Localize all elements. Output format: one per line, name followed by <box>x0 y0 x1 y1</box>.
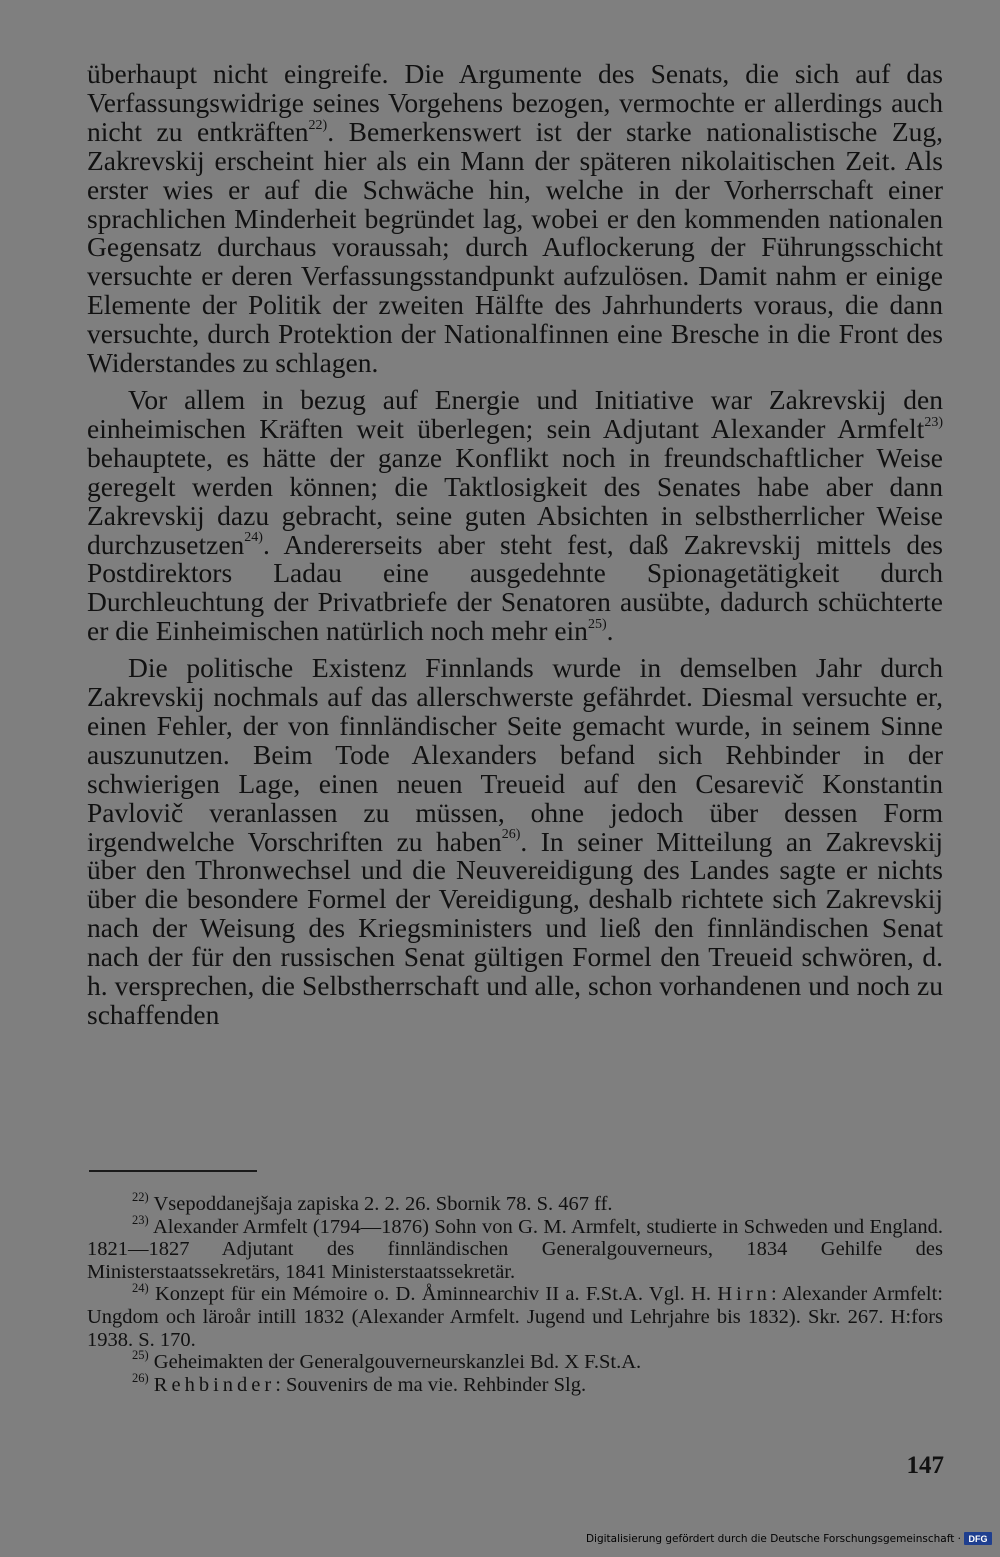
footnote-reference: 26) <box>501 827 521 843</box>
text-run: behauptete, es hätte der ganze Konflikt noch in freundschaftlicher Weise geregelt werden können; die Taktlosigkeit des Senates habe aber dann Zakrevskij dazu gebracht, seine guten Absichten in selbstherrlicher Weise durchzusetzen <box>87 441 943 560</box>
text-run: Konzept für ein Mémoire o. D. Åminnearchiv II a. F.St.A. Vgl. H. <box>155 1283 718 1306</box>
text-run: Alexander Armfelt (1794—1876) Sohn von G. M. Armfelt, studierte in Schweden und England. 1821—1827 Adjutant des finnländischen Generalgouverneurs, 1834 Gehilfe des Ministerstaatssekretärs, 1841 Ministerstaatssekretär. <box>87 1215 943 1283</box>
text-run: . Bemerkenswert ist der starke nationalistische Zug, Zakrevskij erscheint hier als ein Mann der späteren nikolaitischen Zeit. Als erster wies er auf die Schwäche hin, welche in der Vorherrschaft einer sprachlichen Minderheit begründet lag, wobei er den kommenden nationalen Gegensatz durchaus voraussah; durch Auflockerung der Führungsschicht versuchte er deren Verfassungsstandpunkt aufzulösen. Damit nahm er einige Elemente der Politik der zweiten Hälfte des Jahrhunderts voraus, die dann versuchte, durch Protektion der Nationalfinnen eine Bresche in die Front des Widerstandes zu schlagen. <box>87 115 944 379</box>
footnote <box>87 1190 943 1216</box>
footnote <box>87 1348 943 1374</box>
footnote <box>87 1212 943 1284</box>
paragraph <box>87 383 943 647</box>
footnote-number: 23) <box>132 1212 149 1227</box>
body-text <box>87 60 943 1030</box>
footnote-number: 24) <box>132 1280 149 1295</box>
digitization-credit-text: Digitalisierung gefördert durch die Deutsche Forschungsgemeinschaft · <box>585 1532 961 1545</box>
digitization-credit <box>586 1532 992 1545</box>
text-run: Geheimakten der Generalgouverneurskanzlei Bd. X F.St.A. <box>153 1351 642 1374</box>
dfg-logo-icon: DFG <box>964 1532 992 1545</box>
footnote-reference: 23) <box>924 414 943 430</box>
footnote-reference: 22) <box>308 117 328 133</box>
footnote <box>87 1370 943 1397</box>
footnote-number: 26) <box>132 1370 149 1385</box>
text-run: Die politische Existenz Finnlands wurde in demselben Jahr durch Zakrevskij nochmals auf das allerschwerste gefährdet. Diesmal versuchte er, einen Fehler, der von finnländischer Seite gemacht wurde, in seinem Sinne auszunutzen. Beim Tode Alexanders befand sich Rehbinder in der schwierigen Lage, einen neuen Treueid auf den Cesarevič Konstantin Pavlovič veranlassen zu müssen, ohne jedoch über dessen Form irgendwelche Vorschriften zu haben <box>87 652 943 857</box>
text-run: überhaupt nicht eingreife. Die Argumente des Senats, die sich auf das Verfassungswidrige seines Vorgehens bezogen, vermochte er allerdings auch nicht zu entkräften <box>87 58 943 147</box>
footnote-reference: 25) <box>587 617 607 633</box>
text-run: : Souvenirs de ma vie. Rehbinder Slg. <box>275 1373 587 1396</box>
footnote-number: 25) <box>132 1348 149 1363</box>
footnote-number: 22) <box>132 1190 149 1205</box>
page-number: 147 <box>906 1452 944 1479</box>
spaced-author-name: Rehbinder <box>153 1373 276 1396</box>
footnotes <box>87 1190 943 1396</box>
text-run: . In seiner Mitteilung an Zakrevskij über den Thronwechsel und die Neuvereidigung des Landes sagte er nichts über die besondere Formel der Vereidigung, deshalb richtete sich Zakrevskij nach der Weisung des Kriegsministers und ließ den finnländischen Senat nach der für den russischen Senat gültigen Formel den Treueid schwören, d. h. versprechen, die Selbstherrschaft und alle, schon vorhandenen und noch zu schaffenden <box>87 825 943 1030</box>
paragraph <box>87 654 943 1030</box>
text-run: : Alexander Armfelt: Ungdom och läroår intill 1832 (Alexander Armfelt. Jugend und Lehrjahre bis 1832). Skr. 267. H:fors 1938. S. 170. <box>87 1283 943 1351</box>
footnote <box>87 1280 943 1351</box>
text-run: . Andererseits aber steht fest, daß Zakrevskij mittels des Postdirektors Ladau eine ausgedehnte Spionagetätigkeit durch Durchleuchtung der Privatbriefe der Senatoren ausübte, dadurch schüchterte er die Einheimischen natürlich noch mehr ein <box>87 528 943 647</box>
footnote-separator-rule <box>89 1170 257 1172</box>
footnote-reference: 24) <box>244 530 263 546</box>
text-run: . <box>606 615 614 647</box>
text-run: Vsepoddanejšaja zapiska 2. 2. 26. Sbornik 78. S. 467 ff. <box>153 1193 613 1215</box>
spaced-author-name: Hirn <box>717 1283 771 1306</box>
paragraph <box>87 60 943 378</box>
text-run: Vor allem in bezug auf Energie und Initiative war Zakrevskij den einheimischen Kräften weit überlegen; sein Adjutant Alexander Armfelt <box>87 383 943 444</box>
